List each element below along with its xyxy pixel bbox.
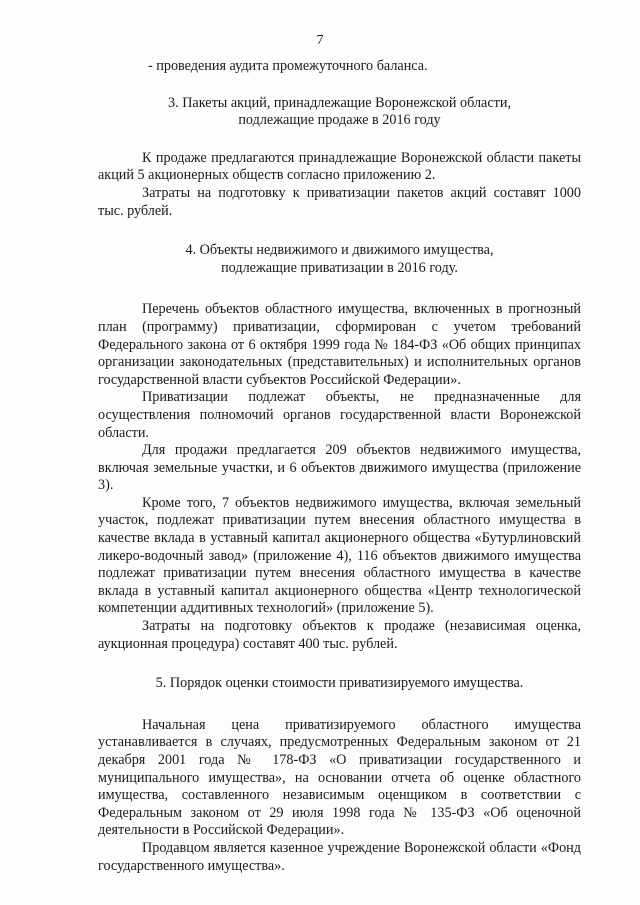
section-3-heading <box>98 95 581 130</box>
section-5-paragraph: Продавцом является казенное учреждение Воронежской области «Фонд государственного имущества». <box>98 839 581 874</box>
section-4-heading <box>98 242 581 277</box>
section-5-paragraph: Начальная цена приватизируемого областного имущества устанавливается в случаях, предусмотренных Федеральным законом от 21 декабря 2001 года № 178-ФЗ «О приватизации государственного и муниципального имущества», на основании отчета об оценке областного имущества, составленного независимым оценщиком в соответствии с Федеральным законом от 29 июля 1998 года № 135-ФЗ «Об оценочной деятельности в Российской Федерации». <box>98 716 581 839</box>
section-4-heading-line-2: подлежащие приватизации в 2016 году. <box>221 259 458 276</box>
section-4-paragraph: Кроме того, 7 объектов недвижимого имущества, включая земельный участок, подлежат приватизации путем внесения областного имущества в качестве вклада в уставный капитал акционерного общества «Бутурлиновский ликеро-водочный завод» (приложение 4), 116 объектов движимого имущества подлежат приватизации путем внесения областного имущества в качестве вклада в уставный капитал акционерного общества «Центр технологической компетенции аддитивных технологий» (приложение 5). <box>98 494 581 617</box>
section-3-heading-line-2: подлежащие продаже в 2016 году <box>238 112 441 129</box>
section-3-paragraph: Затраты на подготовку к приватизации пакетов акций составят 1000 тыс. рублей. <box>98 184 581 219</box>
section-4-paragraph: Приватизации подлежат объекты, не предназначенные для осуществления полномочий органов государственной власти Воронежской области. <box>98 389 581 441</box>
section-5-heading-line: 5. Порядок оценки стоимости приватизируемого имущества. <box>155 675 524 692</box>
section-4-paragraph: Для продажи предлагается 209 объектов недвижимого имущества, включая земельные участки, и 6 объектов движимого имущества (приложение 3). <box>98 442 581 494</box>
section-4-paragraph: Перечень объектов областного имущества, включенных в прогнозный план (программу) приватизации, сформирован с учетом требований Федерального закона от 6 октября 1999 года № 184-ФЗ «Об общих принципах организации законодательных (представительных) и исполнительных органов государственной власти субъектов Российской Федерации». <box>98 301 581 388</box>
section-3-paragraph: К продаже предлагаются принадлежащие Воронежской области пакеты акций 5 акционерных обществ согласно приложению 2. <box>98 149 581 184</box>
page-number: 7 <box>316 33 324 48</box>
section-4-heading-line-1: 4. Объекты недвижимого и движимого имущества, <box>185 242 494 259</box>
intro-line: - проведения аудита промежуточного баланса. <box>148 58 428 74</box>
section-4-paragraph: Затраты на подготовку объектов к продаже (независимая оценка, аукционная процедура) составят 400 тыс. рублей. <box>98 618 581 652</box>
section-3-heading-line-1: 3. Пакеты акций, принадлежащие Воронежской области, <box>168 94 511 111</box>
section-5-heading <box>98 675 581 693</box>
document-body <box>98 58 581 875</box>
